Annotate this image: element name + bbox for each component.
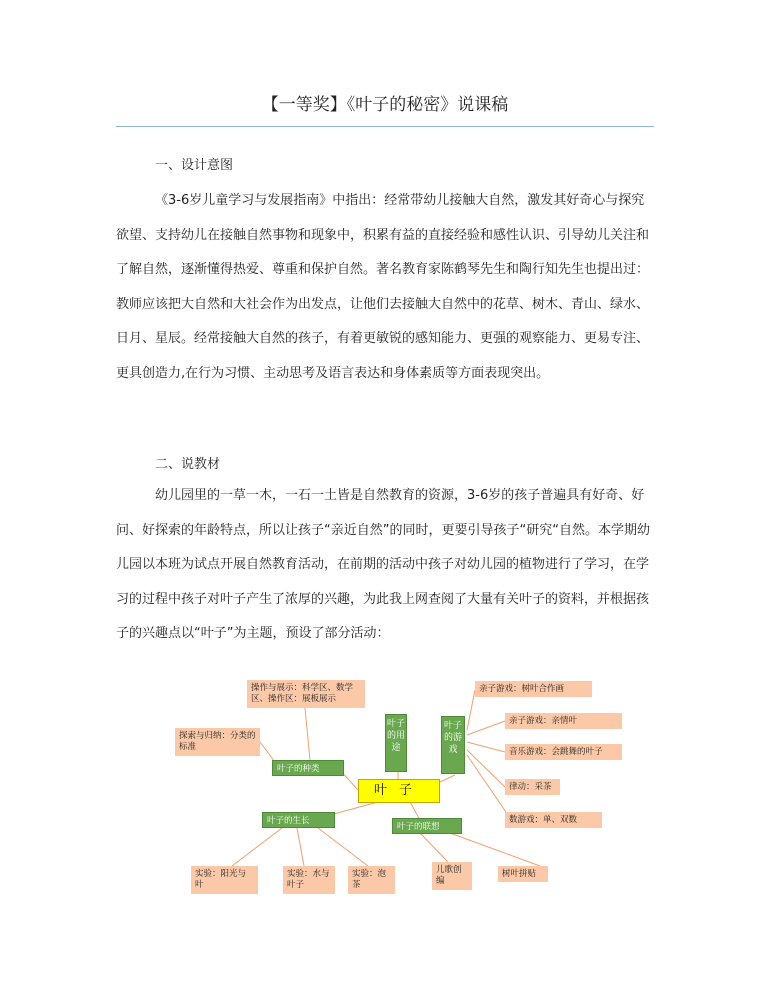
node-association: 叶子的联想 — [392, 818, 462, 834]
node-growth: 叶子的生长 — [262, 812, 335, 828]
node-games: 叶子的游戏 — [441, 716, 465, 774]
node-game-5: 数游戏：单、双数 — [505, 812, 602, 828]
node-operate: 操作与展示：科学区、数学区、操作区：展板展示 — [247, 680, 365, 708]
node-song: 儿歌创编 — [432, 862, 472, 890]
node-game-4: 律动：采茶 — [505, 779, 560, 795]
document-title: 【一等奖】《叶子的秘密》说课稿 — [261, 95, 509, 115]
node-exp-water: 实验：水与叶子 — [283, 866, 335, 894]
section1-paragraph: 《3-6岁儿童学习与发展指南》中指出：经常带幼儿接触大自然，激发其好奇心与探究欲望、支持幼儿在接触自然事物和现象中，积累有益的直接经验和感性认识、引导幼儿关注和了解自然，逐渐懂得热爱、尊重和保护自然。著名教育家陈鹤琴先生和陶行知先生也提出过：教师应该把大自然和大社会作为出发点，让他们去接触大自然中的花草、树木、青山、绿水、日月、星辰。经常接触大自然的孩子，有着更敏锐的感知能力、更强的观察能力、更易专注、更具创造力,在行为习惯、主动思考及语言表达和身体素质等方面表现突出。 — [116, 193, 650, 381]
node-exp-sun: 实验：阳光与叶 — [191, 866, 258, 894]
node-center: 叶子 — [358, 779, 440, 803]
node-game-1: 亲子游戏：树叶合作画 — [475, 681, 592, 697]
node-collage: 树叶拼贴 — [498, 866, 548, 882]
section2-paragraph: 幼儿园里的一草一木，一石一土皆是自然教育的资源，3-6岁的孩子普遍具有好奇、好问、好探索的年龄特点，所以让孩子“亲近自然”的同时，更要引导孩子“研究“自然。本学期幼儿园以本班为试点开展自然教育活动，在前期的活动中孩子对幼儿园的植物进行了学习，在学习的过程中孩子对叶子产生了浓厚的兴趣，为此我上网查阅了大量有关叶子的资料，并根据孩子的兴趣点以“叶子”为主题，预设了部分活动： — [116, 488, 650, 641]
node-game-3: 音乐游戏：会跳舞的叶子 — [505, 744, 622, 760]
node-game-2: 亲子游戏：亲情叶 — [505, 713, 622, 729]
node-explore: 探索与归纳：分类的标准 — [175, 728, 260, 756]
node-exp-tea: 实验：泡茶 — [348, 866, 395, 894]
node-use: 叶子的用途 — [385, 714, 407, 772]
section2-heading: 二、说教材 — [155, 457, 221, 472]
section1-heading: 一、设计意图 — [155, 158, 234, 173]
node-types: 叶子的种类 — [272, 760, 344, 776]
